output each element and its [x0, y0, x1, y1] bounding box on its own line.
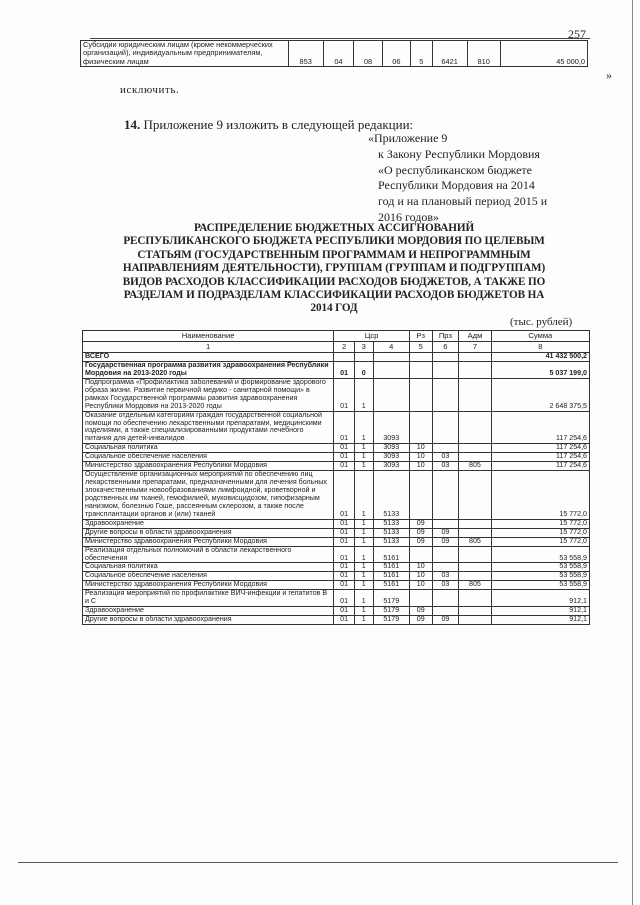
csr-program-cell: 01	[334, 471, 355, 520]
csr-program-cell: 01	[334, 537, 355, 546]
csr-code-cell: 5133	[373, 537, 409, 546]
csr-program-cell: 01	[334, 444, 355, 453]
sum-cell: 2 648 375,5	[491, 378, 589, 411]
csr-program-cell: 01	[334, 563, 355, 572]
csr-code-cell	[373, 361, 409, 378]
sum-cell: 53 558,9	[491, 546, 589, 563]
csr-subprogram-cell: 1	[354, 411, 373, 444]
prz-cell	[432, 411, 459, 444]
row-name-cell: ВСЕГО	[83, 353, 334, 362]
rz-cell	[409, 361, 432, 378]
csr-subprogram-cell: 1	[354, 581, 373, 590]
rz-cell	[409, 546, 432, 563]
csr-subprogram-cell: 1	[354, 444, 373, 453]
csr-code-cell: 3093	[373, 444, 409, 453]
rz-cell	[409, 471, 432, 520]
sum-cell: 15 772,0	[491, 528, 589, 537]
csr-subprogram-cell: 1	[354, 378, 373, 411]
header-sum: Сумма	[491, 331, 589, 342]
exclude-text: исключить.	[120, 84, 180, 96]
csr-code-cell: 5161	[373, 563, 409, 572]
csr-subprogram-cell: 1	[354, 453, 373, 462]
adm-cell: 805	[459, 462, 491, 471]
csr-code-cell	[373, 378, 409, 411]
table-number-row	[83, 342, 590, 353]
item-number: 14.	[124, 117, 141, 132]
adm-cell	[459, 590, 491, 607]
table-row	[83, 471, 590, 520]
prz-cell	[432, 590, 459, 607]
sum-cell: 117 254,6	[491, 462, 589, 471]
rz-cell	[409, 590, 432, 607]
row-name-cell: Здравоохранение	[83, 607, 334, 616]
csr-code-cell: 5179	[373, 590, 409, 607]
row-name-cell: Министерство здравоохранения Республики Мордовия	[83, 537, 334, 546]
sum-cell: 117 254,6	[491, 444, 589, 453]
appendix-line: «Приложение 9	[368, 131, 448, 145]
sum-cell: 41 432 500,2	[491, 353, 589, 362]
adm-cell: 805	[459, 537, 491, 546]
csr-code-cell: 5179	[373, 616, 409, 625]
col-number: 7	[459, 342, 491, 353]
table-row	[83, 616, 590, 625]
csr-program-cell: 01	[334, 572, 355, 581]
prz-cell: 09	[432, 616, 459, 625]
sum-cell: 117 254,6	[491, 453, 589, 462]
appendix-line: «О республиканском бюджете	[378, 162, 533, 177]
prz-cell	[432, 361, 459, 378]
header-rz: Рз	[409, 331, 432, 342]
adm-cell	[459, 471, 491, 520]
rz-cell: 09	[409, 607, 432, 616]
adm-cell	[459, 616, 491, 625]
header-adm: Адм	[459, 331, 491, 342]
table-row	[83, 519, 590, 528]
csr-subprogram-cell: 1	[354, 563, 373, 572]
col-number: 5	[409, 342, 432, 353]
prev-col-cell: 5	[411, 41, 433, 67]
csr-subprogram-cell: 1	[354, 616, 373, 625]
rz-cell	[409, 353, 432, 362]
csr-subprogram-cell: 1	[354, 528, 373, 537]
units-label: (тыс. рублей)	[510, 316, 573, 328]
csr-subprogram-cell: 1	[354, 546, 373, 563]
adm-cell	[459, 546, 491, 563]
sum-cell: 5 037 199,0	[491, 361, 589, 378]
item-text: Приложение 9 изложить в следующей редакции:	[140, 117, 414, 132]
page-number: 257	[568, 27, 586, 41]
bottom-rule	[18, 862, 618, 863]
csr-program-cell: 01	[334, 519, 355, 528]
csr-code-cell: 3093	[373, 462, 409, 471]
csr-code-cell: 5161	[373, 572, 409, 581]
csr-code-cell: 5133	[373, 471, 409, 520]
appendix-line: 2016 годов»	[378, 209, 440, 224]
rz-cell: 09	[409, 616, 432, 625]
csr-program-cell: 01	[334, 411, 355, 444]
top-rule	[90, 38, 590, 39]
col-number: 3	[354, 342, 373, 353]
csr-subprogram-cell: 1	[354, 572, 373, 581]
adm-cell	[459, 353, 491, 362]
adm-cell	[459, 361, 491, 378]
csr-program-cell: 01	[334, 581, 355, 590]
csr-subprogram-cell: 1	[354, 607, 373, 616]
closing-quote: »	[606, 68, 612, 82]
prz-cell	[432, 471, 459, 520]
sum-cell: 912,1	[491, 590, 589, 607]
csr-code-cell: 5161	[373, 546, 409, 563]
csr-code-cell: 5179	[373, 607, 409, 616]
rz-cell: 10	[409, 462, 432, 471]
csr-subprogram-cell: 1	[354, 519, 373, 528]
csr-program-cell: 01	[334, 607, 355, 616]
prev-col-cell: 08	[354, 41, 382, 67]
row-name-cell: Другие вопросы в области здравоохранения	[83, 616, 334, 625]
sum-cell: 15 772,0	[491, 519, 589, 528]
adm-cell	[459, 519, 491, 528]
csr-subprogram-cell	[354, 353, 373, 362]
prz-cell: 03	[432, 581, 459, 590]
csr-subprogram-cell: 1	[354, 537, 373, 546]
sum-cell: 15 772,0	[491, 537, 589, 546]
rz-cell	[409, 378, 432, 411]
prev-name-cell: Субсидии юридическим лицам (кроме некоммерческих организаций), индивидуальным предпринимателям, физическим лицам	[81, 41, 289, 67]
header-prz: Прз	[432, 331, 459, 342]
row-name-cell: Социальное обеспечение населения	[83, 453, 334, 462]
header-name: Наименование	[83, 331, 334, 342]
adm-cell	[459, 528, 491, 537]
col-number: 1	[83, 342, 334, 353]
table-row	[83, 546, 590, 563]
csr-code-cell: 5161	[373, 581, 409, 590]
row-name-cell: Реализация отдельных полномочий в области лекарственного обеспечения	[83, 546, 334, 563]
row-name-cell: Социальное обеспечение населения	[83, 572, 334, 581]
rz-cell: 10	[409, 563, 432, 572]
prev-col-cell: 853	[288, 41, 323, 67]
rz-cell: 09	[409, 528, 432, 537]
prz-cell: 03	[432, 453, 459, 462]
row-name-cell: Оказание отдельным категориям граждан государственной социальной помощи по обеспечению лекарственными препаратами, медицинскими изделиями, а также специализированными продуктами лечебного питания для детей-инвалидов	[83, 411, 334, 444]
csr-subprogram-cell: 1	[354, 471, 373, 520]
rz-cell	[409, 411, 432, 444]
row-name-cell: Социальная политика	[83, 563, 334, 572]
sum-cell: 912,1	[491, 607, 589, 616]
sum-cell: 53 558,9	[491, 572, 589, 581]
row-name-cell: Реализация мероприятий по профилактике ВИЧ-инфекции и гепатитов В и С	[83, 590, 334, 607]
title-line: ВИДОВ РАСХОДОВ КЛАССИФИКАЦИИ РАСХОДОВ БЮДЖЕТОВ, А ТАКЖЕ ПО	[122, 275, 546, 288]
table-row	[83, 361, 590, 378]
adm-cell	[459, 411, 491, 444]
row-name-cell: Министерство здравоохранения Республики Мордовия	[83, 581, 334, 590]
row-name-cell: Осуществление организационных мероприятий по обеспечению лиц лекарственными препаратами, предназначенными для лечения больных злокачественными новообразованиями лимфоидной, кроветворной и родственных им тканей, гемофилией, муковисцидозом, гипофизарным нанизмом, болезнью Гоше, рассеянным склерозом, а также после трансплантации органов и (или) тканей	[83, 471, 334, 520]
title-line: РАСПРЕДЕЛЕНИЕ БЮДЖЕТНЫХ АССИГНОВАНИЙ	[193, 222, 475, 234]
prz-cell: 03	[432, 572, 459, 581]
table-row	[83, 411, 590, 444]
table-row	[83, 528, 590, 537]
title-line: РЕСПУБЛИКАНСКОГО БЮДЖЕТА РЕСПУБЛИКИ МОРДОВИЯ ПО ЦЕЛЕВЫМ	[123, 235, 545, 248]
csr-program-cell: 01	[334, 453, 355, 462]
previous-table-fragment	[80, 40, 588, 67]
table-row	[81, 41, 588, 67]
rz-cell: 09	[409, 537, 432, 546]
sum-cell: 15 772,0	[491, 471, 589, 520]
csr-program-cell: 01	[334, 378, 355, 411]
adm-cell	[459, 563, 491, 572]
csr-subprogram-cell: 1	[354, 590, 373, 607]
prev-col-cell: 6421	[432, 41, 467, 67]
csr-program-cell: 01	[334, 616, 355, 625]
prz-cell: 03	[432, 462, 459, 471]
adm-cell	[459, 378, 491, 411]
row-name-cell: Другие вопросы в области здравоохранения	[83, 528, 334, 537]
appendix-line: Республики Мордовия на 2014	[378, 178, 535, 193]
row-name-cell: Подпрограмма «Профилактика заболеваний и формирование здорового образа жизни. Развитие первичной медико - санитарной помощи» в рамках Государственной программы развития здравоохранения Республики Мордовия на 2013-2020 годы	[83, 378, 334, 411]
title-line: 2014 ГОД	[310, 302, 358, 315]
rz-cell: 10	[409, 453, 432, 462]
adm-cell: 805	[459, 581, 491, 590]
title-line: РАЗДЕЛАМ И ПОДРАЗДЕЛАМ КЛАССИФИКАЦИИ РАСХОДОВ БЮДЖЕТОВ НА	[123, 289, 545, 302]
budget-table	[82, 330, 590, 625]
row-name-cell: Государственная программа развития здравоохранения Республики Мордовия на 2013-2020 годы	[83, 361, 334, 378]
csr-program-cell: 01	[334, 462, 355, 471]
adm-cell	[459, 444, 491, 453]
csr-code-cell	[373, 353, 409, 362]
csr-code-cell: 3093	[373, 411, 409, 444]
row-name-cell: Министерство здравоохранения Республики Мордовия	[83, 462, 334, 471]
csr-program-cell: 01	[334, 528, 355, 537]
table-row	[83, 378, 590, 411]
sum-cell: 53 558,9	[491, 563, 589, 572]
prz-cell: 09	[432, 528, 459, 537]
csr-program-cell: 01	[334, 546, 355, 563]
row-name-cell: Здравоохранение	[83, 519, 334, 528]
csr-code-cell: 3093	[373, 453, 409, 462]
page-edge-line	[632, 0, 633, 905]
rz-cell: 10	[409, 581, 432, 590]
col-number: 6	[432, 342, 459, 353]
prz-cell	[432, 353, 459, 362]
prev-sum-cell: 45 000,0	[500, 41, 587, 67]
col-number: 2	[334, 342, 355, 353]
sum-cell: 912,1	[491, 616, 589, 625]
rz-cell: 10	[409, 444, 432, 453]
csr-program-cell: 01	[334, 590, 355, 607]
document-title	[84, 222, 584, 316]
prev-col-cell: 04	[323, 41, 354, 67]
adm-cell	[459, 607, 491, 616]
csr-code-cell: 5133	[373, 519, 409, 528]
csr-code-cell: 5133	[373, 528, 409, 537]
appendix-header	[368, 131, 608, 226]
rz-cell: 09	[409, 519, 432, 528]
appendix-line: год и на плановый период 2015 и	[378, 194, 548, 209]
table-header-row	[83, 331, 590, 342]
prz-cell: 09	[432, 537, 459, 546]
prz-cell	[432, 519, 459, 528]
header-csr: Цср	[334, 331, 410, 342]
appendix-line: к Закону Республики Мордовия	[378, 146, 540, 161]
rz-cell: 10	[409, 572, 432, 581]
prev-col-cell: 06	[382, 41, 410, 67]
sum-cell: 53 558,9	[491, 581, 589, 590]
row-name-cell: Социальная политика	[83, 444, 334, 453]
table-row	[83, 537, 590, 546]
prz-cell	[432, 546, 459, 563]
sum-cell: 117 254,6	[491, 411, 589, 444]
csr-subprogram-cell: 0	[354, 361, 373, 378]
csr-subprogram-cell: 1	[354, 462, 373, 471]
prev-col-cell: 810	[467, 41, 500, 67]
title-line: НАПРАВЛЕНИЯМ ДЕЯТЕЛЬНОСТИ), ГРУППАМ (ГРУППАМ И ПОДГРУППАМ)	[122, 262, 546, 275]
table-row	[83, 590, 590, 607]
csr-program-cell	[334, 353, 355, 362]
col-number: 8	[491, 342, 589, 353]
prz-cell	[432, 378, 459, 411]
col-number: 4	[373, 342, 409, 353]
csr-program-cell: 01	[334, 361, 355, 378]
title-line: СТАТЬЯМ (ГОСУДАРСТВЕННЫМ ПРОГРАММАМ И НЕПРОГРАММНЫМ	[137, 248, 531, 261]
